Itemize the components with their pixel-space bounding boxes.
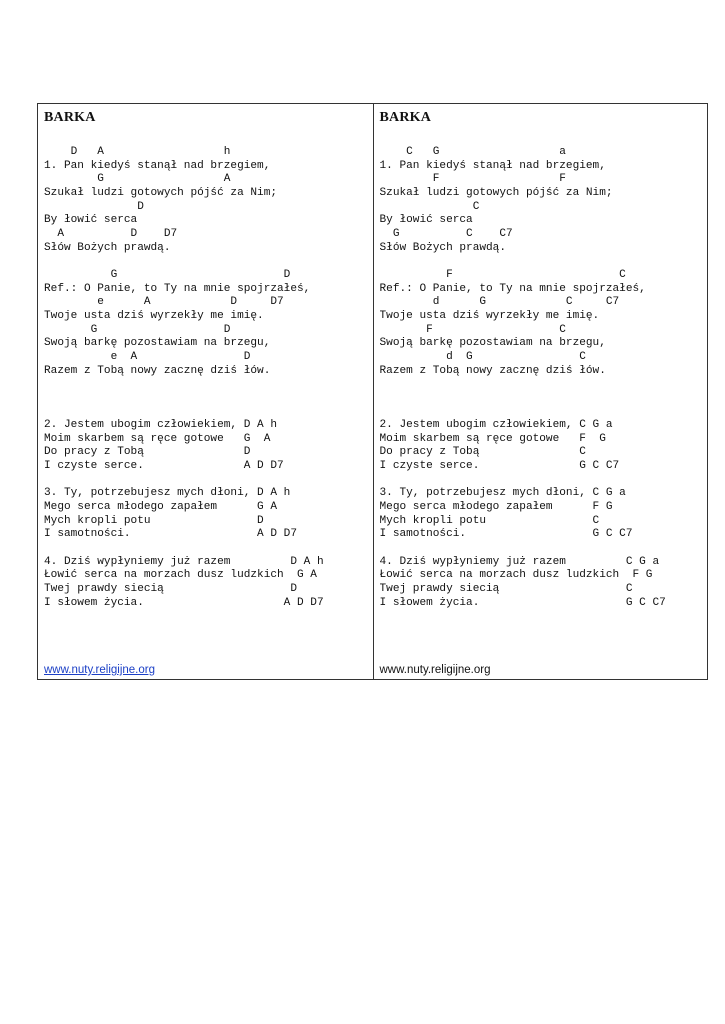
lyrics-with-chords: D A h 1. Pan kiedyś stanął nad brzegiem, G A Szukał ludzi gotowych pójść za Nim; D By łowić serca A D D7 Słów Bożych prawdą. G D Ref.: O Panie, to Ty na mnie spojrzałeś, e A D D7 Twoje usta dziś wyrzekły me imię. G D Swoją barkę pozostawiam na brzegu, e A D Razem z Tobą nowy zacznę dziś łów. 2. Jestem ubogim człowiekiem, D A h Moim skarbem są ręce gotowe G A Do pracy z Tobą D I czyste serce. A D D7 3. Ty, potrzebujesz mych dłoni, D A h Mego serca młodego zapałem G A Mych kropli potu D I samotności. A D D7 4. Dziś wypłyniemy już razem D A h Łowić serca na morzach dusz ludzkich G A Twej prawdy siecią D I słowem życia. A D D7 [44, 146, 324, 609]
song-column-right [373, 104, 708, 679]
song-title: BARKA [44, 110, 96, 125]
lyrics-with-chords: C G a 1. Pan kiedyś stanął nad brzegiem, F F Szukał ludzi gotowych pójść za Nim; C By łowić serca G C C7 Słów Bożych prawdą. F C Ref.: O Panie, to Ty na mnie spojrzałeś, d G C C7 Twoje usta dziś wyrzekły me imię. F C Swoją barkę pozostawiam na brzegu, d G C Razem z Tobą nowy zacznę dziś łów. 2. Jestem ubogim człowiekiem, C G a Moim skarbem są ręce gotowe F G Do pracy z Tobą C I czyste serce. G C C7 3. Ty, potrzebujesz mych dłoni, C G a Mego serca młodego zapałem F G Mych kropli potu C I samotności. G C C7 4. Dziś wypłyniemy już razem C G a Łowić serca na morzach dusz ludzkich F G Twej prawdy siecią C I słowem życia. G C C7 [379, 146, 666, 609]
song-column-left [38, 104, 373, 679]
song-title: BARKA [379, 110, 432, 125]
website-link[interactable]: www.nuty.religijne.org [44, 664, 156, 676]
songsheet-table [37, 103, 708, 680]
website-text: www.nuty.religijne.org [379, 664, 491, 676]
